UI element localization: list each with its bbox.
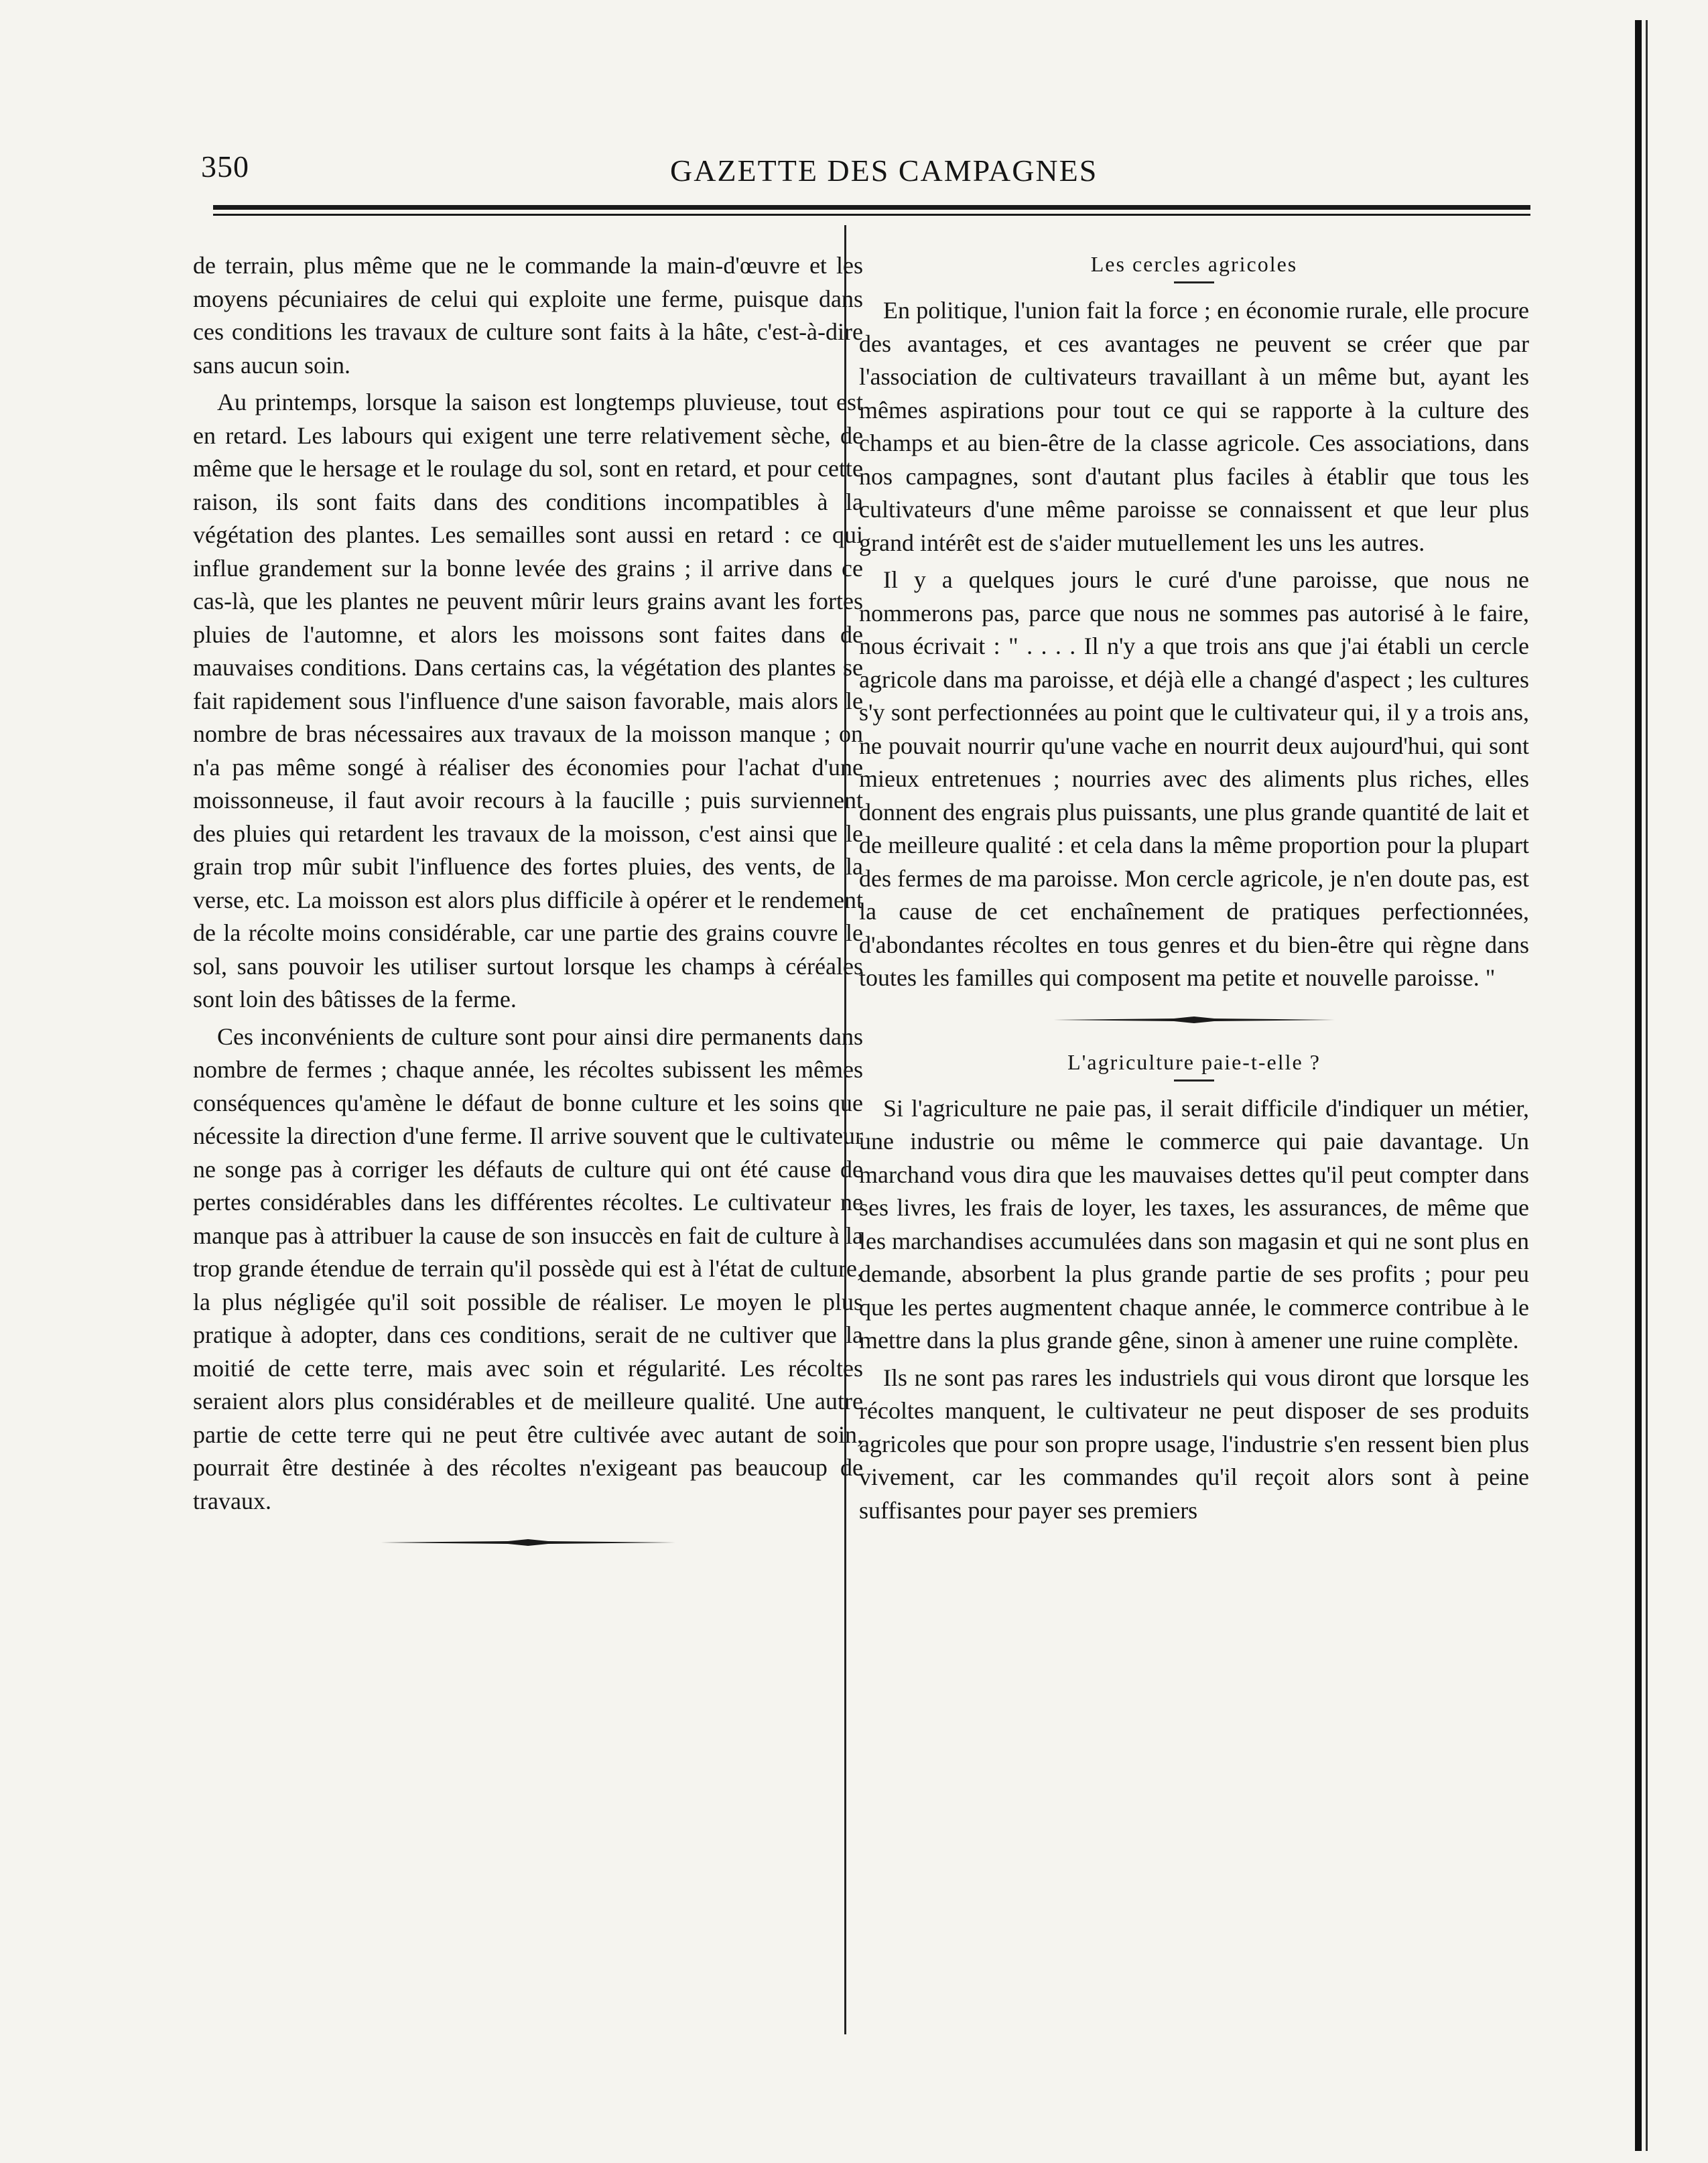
binding-edge-inner xyxy=(1646,20,1648,2151)
left-column xyxy=(193,249,863,1570)
paragraph: Il y a quelques jours le curé d'une paroisse, que nous ne nommerons pas, parce que nous ne sommes pas autorisé à le faire, nous écrivait : " . . . . Il n'y a que trois ans que j'ai établi un cercle agricole dans ma paroisse, et déjà elle a changé d'aspect ; les cultures s'y sont perfectionnées au point que le cultivateur qui, il y a trois ans, ne pouvait nourrir qu'une vache en nourrit deux aujourd'hui, qui sont mieux entretenues ; nourries avec des aliments plus riches, elles donnent des engrais plus puissants, une plus grande quantité de lait et de meilleure qualité : et cela dans la même proportion pour la plupart des fermes de ma paroisse. Mon cercle agricole, je n'en doute pas, est la cause de cet enchaînement de pratiques perfectionnées, d'abondantes récoltes en tous genres et du bien-être qui règne dans toutes les familles qui composent ma petite et nouvelle paroisse. " xyxy=(859,566,1529,991)
heading-rule xyxy=(1174,1079,1214,1082)
ornament-rule xyxy=(381,1538,675,1547)
page-title: GAZETTE DES CAMPAGNES xyxy=(670,153,1098,188)
paragraph: Si l'agriculture ne paie pas, il serait difficile d'indiquer un métier, une industrie ou même le commerce qui paie davantage. Un marchand vous dira que les mauvaises dettes qu'il peut compter dans ses livres, les frais de loyer, les taxes, les assurances, de même que les marchandises accumulées dans son magasin et qui ne sont plus en demande, absorbent la plus grande partie de ses profits ; pour peu que les pertes augmentent chaque année, le commerce contribue à le mettre dans la plus grande gêne, sinon à amener une ruine complète. xyxy=(859,1094,1529,1354)
header-rule xyxy=(213,205,1530,216)
paragraph: Ils ne sont pas rares les industriels qui vous diront que lorsque les récoltes manquent, le cultivateur ne peut disposer de ses produits agricoles que pour son propre usage, l'industrie s'en ressent bien plus vivement, car les commandes qu'il reçoit alors sont à peine suffisantes pour payer ses premiers xyxy=(859,1364,1529,1524)
paragraph: En politique, l'union fait la force ; en économie rurale, elle procure des avantages, et ces avantages ne peuvent se créer que par l'association de cultivateurs travaillant à un même but, ayant les mêmes aspirations pour tout ce qui se rapporte à la culture des champs et au bien-être de la classe agricole. Ces associations, dans nos campagnes, sont d'autant plus faciles à établir que tous les cultivateurs d'une même paroisse se connaissent et que leur plus grand intérêt est de s'aider mutuellement les uns les autres. xyxy=(859,297,1529,556)
page-number: 350 xyxy=(201,149,249,184)
section-heading: Les cercles agricoles xyxy=(1090,252,1298,276)
paragraph: Au printemps, lorsque la saison est longtemps pluvieuse, tout est en retard. Les labours qui exigent une terre relativement sèche, de même que le hersage et le roulage du sol, sont en retard, et pour cette raison, ils sont faits dans des conditions incompatibles à la végétation des plantes. Les semailles sont aussi en retard : ce qui influe grandement sur la bonne levée des grains ; il arrive dans ce cas-là, que les plantes ne peuvent mûrir leurs grains avant les fortes pluies de l'automne, et alors les moissons sont faites dans de mauvaises conditions. Dans certains cas, la végétation des plantes se fait rapidement sous l'influence d'une saison favorable, mais alors le nombre de bras nécessaires aux travaux de la moisson manque ; on n'a pas même songé à réaliser des économies pour l'achat d'une moissonneuse, il faut avoir recours à la faucille ; puis surviennent des pluies qui retardent les travaux de la moisson, c'est ainsi que le grain trop mûr subit l'influence des fortes pluies, des vents, de la verse, etc. La moisson est alors plus difficile à opérer et le rendement de la récolte moins considérable, car une partie des grains couvre le sol, sans pouvoir les utiliser surtout lorsque les champs à céréales sont loin des bâtisses de la ferme. xyxy=(193,389,863,1012)
heading-rule xyxy=(1174,281,1214,283)
section-heading: L'agriculture paie-t-elle ? xyxy=(1067,1049,1321,1074)
ornament-rule xyxy=(1053,1015,1335,1025)
binding-edge xyxy=(1635,20,1642,2151)
paragraph: Ces inconvénients de culture sont pour ainsi dire permanents dans nombre de fermes ; chaque année, les récoltes subissent les mêmes conséquences qu'amène le défaut de bonne culture et les soins que nécessite la direction d'une ferme. Il arrive souvent que le cultivateur ne songe pas à corriger les défauts de culture qui ont été cause de pertes considérables dans les différentes récoltes. Le cultivateur ne manque pas à attribuer la cause de son insuccès en fait de culture à la trop grande étendue de terrain qu'il possède qui est à l'état de culture, la plus négligée qu'il soit possible de réaliser. Le moyen le plus pratique à adopter, dans ces conditions, serait de ne cultiver que la moitié de cette terre, mais avec soin et régularité. Les récoltes seraient alors plus considérables et de meilleure qualité. Une autre partie de cette terre qui ne peut être cultivée avec autant de soin, pourrait être destinée à des récoltes n'exigeant pas beaucoup de travaux. xyxy=(193,1023,863,1514)
right-column xyxy=(859,249,1529,1531)
paragraph: de terrain, plus même que ne le commande la main-d'œuvre et les moyens pécuniaires de celui qui exploite une ferme, puisque dans ces conditions les travaux de culture sont faits à la hâte, c'est-à-dire sans aucun soin. xyxy=(193,252,863,379)
